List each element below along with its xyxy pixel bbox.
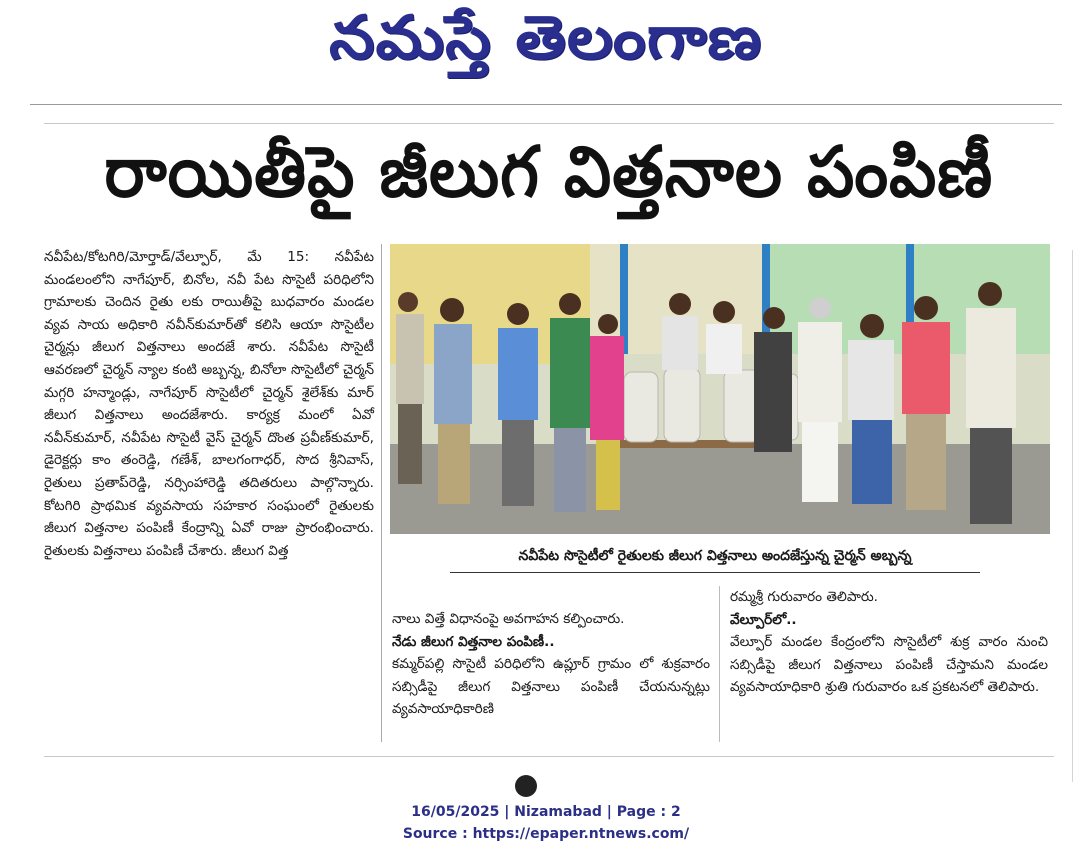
footer-source-link[interactable]: Source : https://epaper.ntnews.com/	[402, 826, 690, 842]
footer-date-edition: 16/05/2025 | Nizamabad | Page : 2	[411, 804, 681, 820]
column-divider	[381, 244, 382, 742]
masthead-divider	[30, 104, 1062, 105]
column-3-text: వేల్పూర్ మండల కేంద్రంలోని సొసైటీలో శుక్ర వారం నుంచి సబ్సిడీపై జీలుగ విత్తనాలు పంపిణీ చేస్తామని మండల వ్యవసాయాధికారి శ్రుతి గురువారం ఒక ప్రకటనలో తెలిపారు.	[730, 634, 1048, 696]
source-footer	[0, 801, 1092, 845]
clip-marker-icon	[515, 775, 537, 797]
article-column-3	[730, 586, 1048, 699]
photo-illustration	[390, 244, 1050, 534]
column-divider-2	[719, 586, 720, 742]
masthead-logo	[0, 2, 1092, 88]
article-headline	[44, 130, 1054, 226]
column-2-subheading: నేడు జీలుగ విత్తనాల పంపిణీ..	[392, 633, 555, 650]
section-divider	[44, 123, 1054, 124]
column-2-lead: నాలు విత్తే విధానంపై అవగాహన కల్పించారు.	[392, 611, 625, 627]
page-edge-line	[1072, 250, 1073, 782]
column-3-subheading: వేల్పూర్‌లో..	[730, 611, 797, 628]
photo-caption	[450, 542, 980, 573]
column-3-lead: రమ్మశ్రీ గురువారం తెలిపారు.	[730, 589, 878, 605]
bottom-divider	[44, 756, 1054, 757]
photo-caption-text: నవీపేట సొసైటీలో రైతులకు జీలుగ విత్తనాలు అందజేస్తున్న చైర్మన్ అబ్బన్న	[518, 547, 912, 564]
headline-text: రాయితీపై జీలుగ విత్తనాల పంపిణీ	[104, 130, 994, 213]
column-2-text: కమ్మర్‌పల్లి సొసైటీ పరిధిలోని ఉప్లూర్ గ్రామం లో శుక్రవారం సబ్సిడీపై జీలుగ విత్తనాలు పంపిణీ చేయనున్నట్లు వ్యవసాయాధికారిణి	[392, 656, 710, 718]
article-column-1	[44, 246, 374, 562]
column-1-text: నవీపేట/కోటగిరి/మోర్తాడ్/వేల్పూర్, మే 15: నవీపేట మండలంలోని నాగేపూర్, బినోల, నవీ పేట సొసైటీ పరిధిలోని గ్రామాలకు చెందిన రైతు లకు రాయితీపై బుధవారం మండల వ్యవ సాయ అధికారి నవీన్‌కుమార్‌తో కలిసి ఆయా సొసైటీల చైర్మన్లు జీలుగ విత్తనాలు అందజే శారు. నవీపేట సొసైటీ ఆవరణలో చైర్మన్ న్యాల కంటి అబ్బన్న, బినోలా సొసైటీలో చైర్మన్ మగ్గరి హన్మాండ్లు, నాగేపూర్ సొసైటీలో చైర్మన్ శైలేశ్‌కు మార్ జీలుగ విత్తనాలు అందజేశారు. కార్యక్ర మంలో ఏవో నవీన్‌కుమార్, నవీపేట సొసైటీ వైస్ చైర్మన్ దొంత ప్రవీణ్‌కుమార్, డైరెక్టర్లు కాం తంరెడ్డి, గణేశ్, బాలగంగాధర్, సొద శ్రీనివాస్, రైతులు ప్రతాప్‌రెడ్డి, నర్సింహారెడ్డి తదితరులు పాల్గొన్నారు. కోటగిరి ప్రాథమిక వ్యవసాయ సహకార సంఘంలో రైతులకు జీలుగ విత్తనాల పంపిణీ కేంద్రాన్ని ఏవో రాజు ప్రారంభించారు. రైతులకు విత్తనాలు పంపిణీ చేశారు. జీలుగ విత్త	[44, 249, 374, 559]
article-column-2	[392, 608, 710, 721]
masthead-title: నమస్తే తెలంగాణ	[329, 3, 763, 73]
article-photo	[390, 244, 1050, 534]
